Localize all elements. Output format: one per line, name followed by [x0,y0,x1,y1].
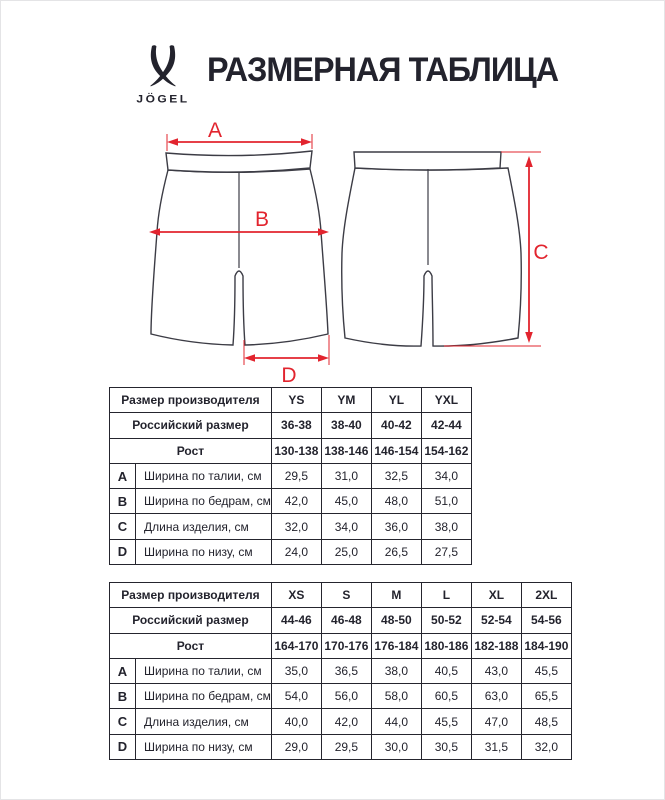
measure-value: 42,0 [271,489,321,514]
header-value: L [421,583,471,608]
header-row [110,388,472,413]
header-value: 48-50 [371,608,421,633]
header-label: Размер производителя [110,583,272,608]
header-value: 38-40 [321,413,371,438]
measure-value: 29,0 [271,734,321,759]
measure-value: 48,5 [521,709,571,734]
measure-value: 25,0 [321,539,371,564]
measure-value: 38,0 [421,514,471,539]
header-label: Рост [110,438,272,463]
header-value: 170-176 [321,633,371,658]
measure-letter: B [110,684,136,709]
header-value: 182-188 [471,633,521,658]
measure-label: Длина изделия, см [136,709,272,734]
measure-value: 45,5 [421,709,471,734]
youth-sizes-table [109,387,472,565]
measure-value: 44,0 [371,709,421,734]
measure-value: 32,0 [271,514,321,539]
measure-row-d [110,734,572,759]
measure-row-d [110,539,472,564]
measure-value: 36,5 [321,658,371,683]
measure-label: Ширина по низу, см [136,539,272,564]
adult-size-table [109,582,572,760]
youth-size-table [109,387,472,565]
measure-letter: D [110,734,136,759]
measure-row-a [110,658,572,683]
measure-value: 45,0 [321,489,371,514]
page-title: РАЗМЕРНАЯ ТАБЛИЦА [207,51,559,89]
measure-value: 24,0 [271,539,321,564]
header-label: Российский размер [110,608,272,633]
header-row [110,633,572,658]
measure-value: 27,5 [421,539,471,564]
header-label: Рост [110,633,272,658]
measure-label: Длина изделия, см [136,514,272,539]
measure-letter: D [110,539,136,564]
measure-value: 38,0 [371,658,421,683]
measure-letter: C [110,709,136,734]
measure-value: 56,0 [321,684,371,709]
measure-label: Ширина по талии, см [136,463,272,488]
brand-logo [131,45,195,106]
header-value: 180-186 [421,633,471,658]
measure-label: Ширина по бедрам, см [136,684,272,709]
header-value: S [321,583,371,608]
header-value: 52-54 [471,608,521,633]
measure-value: 63,0 [471,684,521,709]
measure-value: 48,0 [371,489,421,514]
measure-label: Ширина по бедрам, см [136,489,272,514]
measure-value: 54,0 [271,684,321,709]
header-value: XS [271,583,321,608]
measure-c-label: C [533,241,549,264]
measure-value: 30,5 [421,734,471,759]
header-value: 164-170 [271,633,321,658]
header-value: 146-154 [371,438,421,463]
adult-sizes-table [109,582,572,760]
measure-b-label: B [254,208,270,231]
measure-value: 34,0 [421,463,471,488]
measure-d-label: D [281,364,297,387]
header-value: 176-184 [371,633,421,658]
measure-value: 43,0 [471,658,521,683]
measure-value: 29,5 [321,734,371,759]
header-value: 36-38 [271,413,321,438]
header-row [110,608,572,633]
measure-value: 51,0 [421,489,471,514]
measure-letter: B [110,489,136,514]
header-value: YS [271,388,321,413]
header-value: 184-190 [521,633,571,658]
shorts-measurement-diagram [131,113,556,388]
measure-value: 58,0 [371,684,421,709]
measure-value: 32,5 [371,463,421,488]
measure-label: Ширина по низу, см [136,734,272,759]
measure-label: Ширина по талии, см [136,658,272,683]
header-value: YXL [421,388,471,413]
header-value: XL [471,583,521,608]
header-row [110,583,572,608]
measure-a-arrow [167,119,312,151]
header-row [110,413,472,438]
header-value: 50-52 [421,608,471,633]
measure-value: 30,0 [371,734,421,759]
measure-value: 65,5 [521,684,571,709]
jogel-crest-icon [140,45,186,89]
measure-letter: C [110,514,136,539]
header-value: M [371,583,421,608]
header-value: 2XL [521,583,571,608]
measure-value: 40,5 [421,658,471,683]
measure-a-label: A [207,119,223,142]
header-value: 130-138 [271,438,321,463]
measure-row-c [110,709,572,734]
measure-value: 31,0 [321,463,371,488]
header-value: 42-44 [421,413,471,438]
measure-value: 47,0 [471,709,521,734]
header-value: 154-162 [421,438,471,463]
header-value: 46-48 [321,608,371,633]
measure-value: 34,0 [321,514,371,539]
measure-value: 35,0 [271,658,321,683]
header-label: Российский размер [110,413,272,438]
brand-name: JÖGEL [136,92,190,106]
measure-value: 32,0 [521,734,571,759]
header-value: YL [371,388,421,413]
measure-row-a [110,463,472,488]
header-row [110,438,472,463]
measure-value: 42,0 [321,709,371,734]
measure-letter: A [110,463,136,488]
measure-value: 29,5 [271,463,321,488]
measure-value: 36,0 [371,514,421,539]
measure-letter: A [110,658,136,683]
measure-value: 26,5 [371,539,421,564]
header-value: 54-56 [521,608,571,633]
header-label: Размер производителя [110,388,272,413]
header-value: 138-146 [321,438,371,463]
header-value: 44-46 [271,608,321,633]
measure-value: 60,5 [421,684,471,709]
measure-row-b [110,489,472,514]
header-value: YM [321,388,371,413]
measure-row-b [110,684,572,709]
measure-value: 45,5 [521,658,571,683]
shorts-back-view [342,152,522,346]
shorts-front-view [151,151,328,345]
header-value: 40-42 [371,413,421,438]
measure-value: 31,5 [471,734,521,759]
measure-row-c [110,514,472,539]
measure-value: 40,0 [271,709,321,734]
